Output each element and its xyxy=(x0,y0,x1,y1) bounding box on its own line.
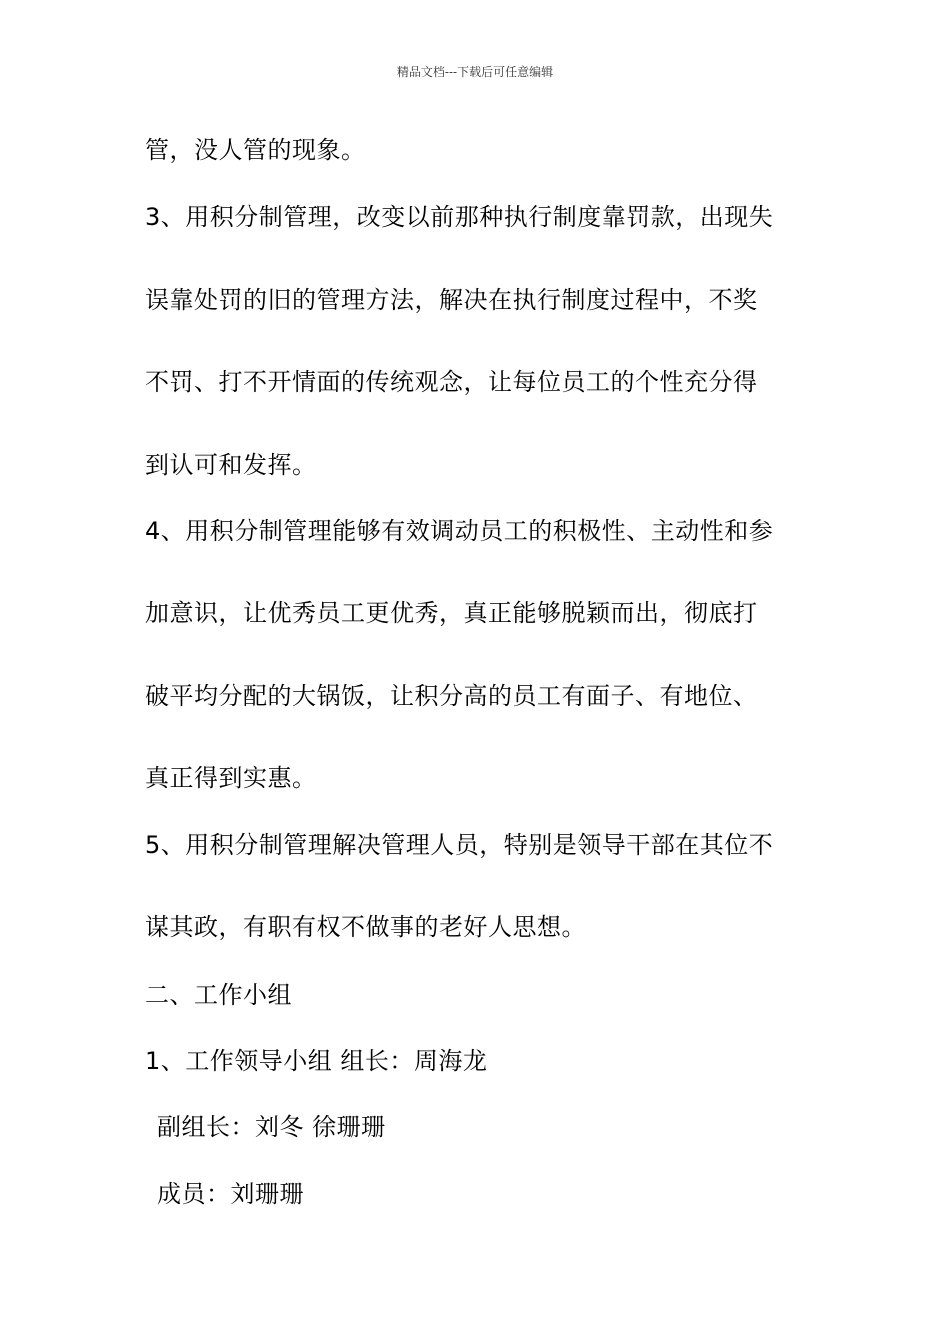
body-line: 加意识，让优秀员工更优秀，真正能够脱颖而出，彻底打 xyxy=(145,599,758,627)
body-line: 破平均分配的大锅饭，让积分高的员工有面子、有地位、 xyxy=(145,682,758,710)
body-line: 管，没人管的现象。 xyxy=(145,136,366,164)
body-line: 不罚、打不开情面的传统观念，让每位员工的个性充分得 xyxy=(145,368,758,396)
body-line: 到认可和发挥。 xyxy=(145,451,317,479)
body-line: 5、用积分制管理解决管理人员，特别是领导干部在其位不 xyxy=(145,831,774,859)
body-line: 3、用积分制管理，改变以前那种执行制度靠罚款，出现失 xyxy=(145,203,774,231)
body-line: 真正得到实惠。 xyxy=(145,764,317,792)
page-header: 精品文档---下载后可任意编辑 xyxy=(396,65,554,79)
section-heading: 二、工作小组 xyxy=(145,981,292,1009)
body-line: 1、工作领导小组 组长：周海龙 xyxy=(145,1047,488,1075)
body-line: 4、用积分制管理能够有效调动员工的积极性、主动性和参 xyxy=(145,517,774,545)
body-line: 副组长：刘冬 徐珊珊 xyxy=(157,1113,386,1141)
body-line: 误靠处罚的旧的管理方法，解决在执行制度过程中，不奖 xyxy=(145,286,758,314)
body-line: 谋其政，有职有权不做事的老好人思想。 xyxy=(145,913,586,941)
body-line: 成员：刘珊珊 xyxy=(157,1180,304,1208)
